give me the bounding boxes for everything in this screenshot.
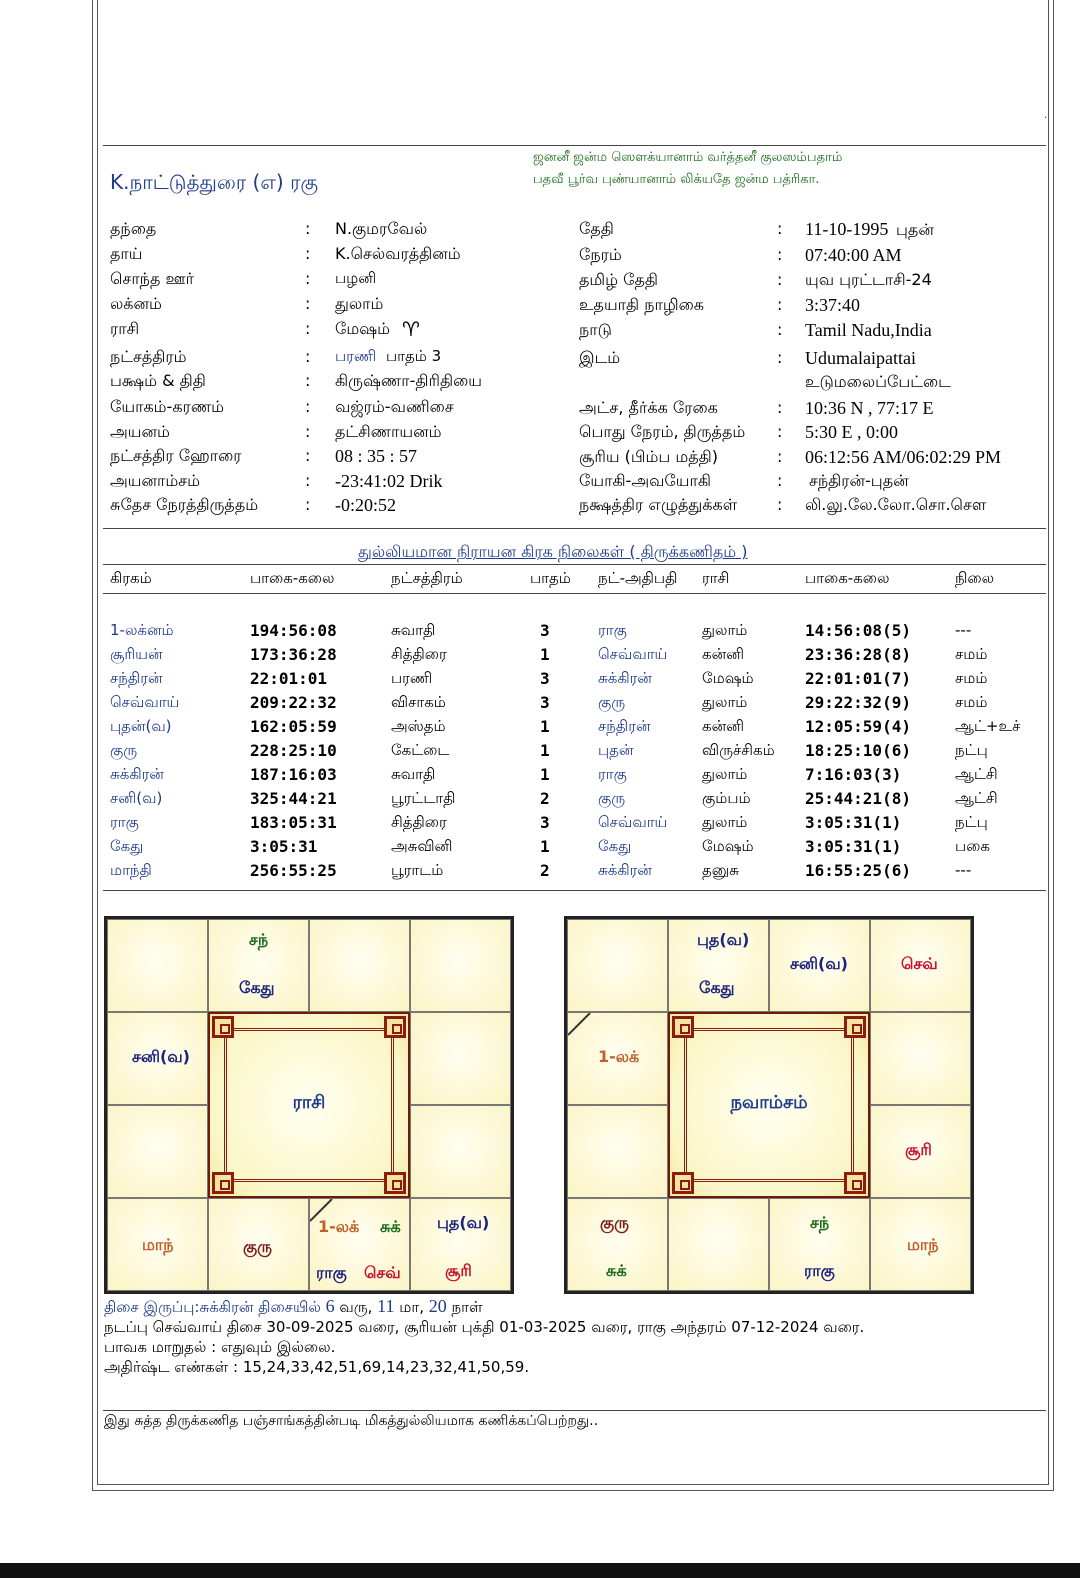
corner-ornament-icon [844, 1172, 866, 1194]
bhavaka-change: பாவக மாறுதல் : எதுவும் இல்லை. [104, 1338, 336, 1356]
detail-label: பொது நேரம், திருத்தம் [579, 422, 746, 441]
footer-rule [103, 1410, 1046, 1411]
corner-mark: . [1044, 110, 1048, 121]
planet-longitude: 173:36:28 [250, 645, 337, 664]
planet-nakshatra: அஸ்தம் [391, 717, 446, 735]
planet-label: ராகு [316, 1263, 347, 1282]
planet-pada: 1 [540, 765, 550, 784]
planet-star-lord: கேது [598, 837, 632, 855]
detail-value: Udumalaipattai [805, 348, 916, 368]
detail-label: லக்னம் [110, 294, 162, 313]
detail-colon: : [305, 269, 311, 288]
section-rule [103, 528, 1046, 529]
planet-name: 1-லக்னம் [110, 621, 174, 639]
planet-longitude: 228:25:10 [250, 741, 337, 760]
planet-rasi: துலாம் [702, 813, 748, 831]
detail-colon: : [777, 270, 783, 289]
detail-value: கிருஷ்ணா-திரிதியை [335, 371, 482, 390]
planet-rasi-degree: 16:55:25(6) [805, 861, 911, 880]
planet-nakshatra: சித்திரை [391, 813, 447, 831]
dasa-years-unit: வரு, [339, 1298, 373, 1316]
planet-status: சமம் [955, 693, 988, 711]
detail-label: சொந்த ஊர் [110, 269, 194, 288]
planet-rasi-degree: 14:56:08(5) [805, 621, 911, 640]
planet-pada: 2 [540, 861, 550, 880]
planet-star-lord: ராகு [598, 621, 627, 639]
planet-label: 1-லக் [318, 1217, 360, 1236]
planet-rasi: துலாம் [702, 765, 748, 783]
column-header: கிரகம் [110, 569, 152, 587]
planet-rasi-degree: 25:44:21(8) [805, 789, 911, 808]
rasi-house-libra [309, 1198, 410, 1291]
planet-pada: 1 [540, 645, 550, 664]
planet-rasi-degree: 22:01:01(7) [805, 669, 911, 688]
planet-label: கேது [699, 978, 735, 997]
corner-ornament-icon [672, 1016, 694, 1038]
corner-ornament-icon [384, 1172, 406, 1194]
detail-label: நட்சத்திரம் [110, 347, 187, 366]
navamsa-house-taurus [769, 919, 870, 1012]
navamsa-house-sagittarius [567, 1198, 668, 1291]
planet-longitude: 162:05:59 [250, 717, 337, 736]
detail-value: -0:20:52 [335, 495, 396, 515]
rasi-house-virgo [410, 1198, 511, 1291]
detail-label: இடம் [579, 348, 621, 367]
planet-rasi-degree: 23:36:28(8) [805, 645, 911, 664]
detail-label: தந்தை [110, 219, 157, 238]
planet-label: சனி(வ) [132, 1047, 190, 1066]
planet-rasi-degree: 7:16:03(3) [805, 765, 902, 784]
planet-nakshatra: அசுவினி [391, 837, 453, 855]
navamsa-house-gemini [870, 919, 971, 1012]
corner-ornament-icon [384, 1016, 406, 1038]
planet-label: சூரி [905, 1140, 932, 1159]
planet-nakshatra: பூராடம் [391, 861, 444, 879]
planet-label: செவ் [364, 1263, 401, 1282]
rasi-chart-center [208, 1012, 410, 1198]
planet-longitude: 3:05:31 [250, 837, 318, 856]
planet-nakshatra: சித்திரை [391, 645, 447, 663]
detail-colon: : [777, 245, 783, 264]
planet-rasi: கன்னி [702, 717, 745, 735]
rasi-house-sagittarius [107, 1198, 208, 1291]
detail-extra: பாதம் 3 [386, 347, 442, 365]
planet-rasi-degree: 3:05:31(1) [805, 837, 902, 856]
column-header: நட்-அதிபதி [598, 569, 678, 587]
detail-value-tamil: உடுமலைப்பேட்டை [805, 372, 951, 391]
planet-pada: 3 [540, 669, 550, 688]
person-name-title: K.நாட்டுத்துரை (எ) ரகு [110, 170, 319, 194]
planet-label: சந் [810, 1213, 830, 1232]
dasa-years: 6 [325, 1296, 335, 1316]
navamsa-house-libra [769, 1198, 870, 1291]
lucky-numbers [104, 1358, 529, 1378]
sloka-line-1: ஜனனீ ஜன்ம ஸௌக்யானாம் வர்த்தனீ குலஸம்பதாம் [533, 150, 843, 165]
dasa-months-unit: மா, [399, 1298, 424, 1316]
navamsa-house-leo [870, 1105, 971, 1198]
corner-ornament-icon [212, 1172, 234, 1194]
detail-value: யுவ புரட்டாசி-24 [805, 270, 932, 289]
column-header: பாதம் [530, 569, 571, 587]
rasi-chart-label: ராசி [292, 1092, 326, 1113]
detail-value: 08 : 35 : 57 [335, 446, 418, 466]
planet-label: மாந் [142, 1235, 174, 1254]
detail-colon: : [305, 319, 311, 338]
planet-nakshatra: பரணி [391, 669, 433, 687]
rasi-house-capricorn [107, 1105, 208, 1198]
detail-colon: : [305, 495, 311, 514]
navamsa-chart [564, 916, 974, 1294]
planet-status: சமம் [955, 669, 988, 687]
planet-longitude: 256:55:25 [250, 861, 337, 880]
rasi-house-pisces [107, 919, 208, 1012]
planet-longitude: 183:05:31 [250, 813, 337, 832]
detail-colon: : [777, 348, 783, 367]
detail-label: உதயாதி நாழிகை [579, 295, 704, 314]
planet-name: சனி(வ) [110, 789, 163, 807]
bottom-bar [0, 1563, 1080, 1578]
detail-label: சூரிய (பிம்ப மத்தி) [579, 447, 718, 466]
detail-value: வஜ்ரம்-வணிசை [335, 397, 454, 416]
planet-nakshatra: விசாகம் [391, 693, 446, 711]
planet-name: புதன்(வ) [110, 717, 172, 735]
detail-value: -23:41:02 Drik [335, 471, 443, 491]
detail-label: நாடு [579, 320, 612, 339]
footer-note: இது சுத்த திருக்கணித பஞ்சாங்கத்தின்படி மிகத்துல்லியமாக கணிக்கப்பெற்றது.. [104, 1413, 599, 1429]
planet-label: கேது [239, 978, 275, 997]
planet-rasi: கன்னி [702, 645, 745, 663]
detail-label: யோகம்-கரணம் [110, 397, 225, 416]
detail-value: லி.லு.லே.லோ.சொ.செள [805, 495, 987, 514]
detail-value: சந்திரன்-புதன் [809, 471, 909, 490]
planet-rasi-degree: 3:05:31(1) [805, 813, 902, 832]
planet-label: குரு [600, 1213, 629, 1232]
sloka-line-2: பதவீ பூர்வ புண்யானாம் லிக்யதே ஜன்ம பத்ரிகா. [533, 172, 820, 187]
detail-value: பரணி [335, 347, 377, 365]
detail-colon: : [777, 447, 783, 466]
navamsa-house-aquarius [567, 1012, 668, 1105]
planet-label: சந் [249, 930, 269, 949]
navamsa-house-virgo [870, 1198, 971, 1291]
planet-longitude: 325:44:21 [250, 789, 337, 808]
rasi-house-scorpio [208, 1198, 309, 1291]
detail-colon: : [777, 495, 783, 514]
planet-star-lord: ராகு [598, 765, 627, 783]
planet-label: சுக் [606, 1261, 627, 1280]
table-bottom-rule [103, 890, 1046, 891]
planet-name: சூரியன் [110, 645, 163, 663]
planet-pada: 1 [540, 837, 550, 856]
aries-symbol-icon: ♈ [402, 317, 420, 341]
planet-nakshatra: சுவாதி [391, 621, 436, 639]
planet-rasi: துலாம் [702, 693, 748, 711]
planet-label: புத(வ) [697, 930, 750, 949]
detail-colon: : [305, 244, 311, 263]
table-top-rule [103, 564, 1046, 565]
column-header: ராசி [702, 569, 730, 587]
planet-pada: 3 [540, 621, 550, 640]
detail-label: அட்ச, தீர்க்க ரேகை [579, 398, 718, 417]
rasi-house-aries [208, 919, 309, 1012]
planet-star-lord: செவ்வாய் [598, 813, 668, 831]
planet-star-lord: குரு [598, 789, 626, 807]
dasa-months: 11 [377, 1296, 395, 1316]
planet-label: 1-லக் [598, 1047, 640, 1066]
detail-colon: : [305, 422, 311, 441]
navamsa-chart-center [668, 1012, 870, 1198]
navamsa-house-scorpio [668, 1198, 769, 1291]
detail-value: துலாம் [335, 294, 384, 313]
lucky-numbers-label: அதிர்ஷ்ட எண்கள் : [104, 1358, 239, 1376]
detail-value: 06:12:56 AM/06:02:29 PM [805, 447, 1002, 467]
detail-colon: : [305, 294, 311, 313]
detail-label: அயனம் [110, 422, 170, 441]
planet-status: ஆட்சி [955, 765, 998, 783]
planet-name: சுக்கிரன் [110, 765, 164, 783]
detail-colon: : [305, 397, 311, 416]
lucky-numbers-end: . [524, 1358, 530, 1376]
rasi-house-gemini [410, 919, 511, 1012]
header-top-rule [103, 145, 1046, 146]
dasa-days-unit: நாள் [451, 1298, 483, 1316]
detail-colon: : [777, 398, 783, 417]
planet-status: --- [955, 861, 972, 879]
rasi-house-taurus [309, 919, 410, 1012]
detail-value: N.குமரவேல் [335, 219, 428, 238]
planet-status: ஆட்சி [955, 789, 998, 807]
planet-rasi-degree: 29:22:32(9) [805, 693, 911, 712]
detail-colon: : [305, 347, 311, 366]
planet-label: புத(வ) [437, 1213, 490, 1232]
detail-value: 3:37:40 [805, 295, 861, 315]
dasa-prefix: திசை இருப்பு:சுக்கிரன் திசையில் [104, 1298, 321, 1316]
planet-star-lord: புதன் [598, 741, 634, 759]
detail-colon: : [777, 471, 783, 490]
planet-pada: 1 [540, 717, 550, 736]
detail-label: பக்ஷம் & திதி [110, 371, 206, 390]
detail-value: 11-10-1995 [805, 219, 889, 239]
detail-value: தட்சிணாயனம் [335, 422, 442, 441]
navamsa-house-pisces [567, 919, 668, 1012]
detail-colon: : [305, 371, 311, 390]
detail-value: K.செல்வரத்தினம் [335, 244, 461, 263]
planet-name: மாந்தி [110, 861, 152, 879]
navamsa-chart-label: நவாம்சம் [730, 1092, 808, 1113]
planet-rasi-degree: 18:25:10(6) [805, 741, 911, 760]
detail-value: 5:30 E , 0:00 [805, 422, 898, 442]
planet-name: சந்திரன் [110, 669, 163, 687]
planet-status: பகை [955, 837, 990, 855]
planet-label: செவ் [901, 954, 938, 973]
corner-ornament-icon [672, 1172, 694, 1194]
planet-status: ஆட்+உச் [955, 717, 1021, 735]
planet-label: சுக் [380, 1217, 401, 1236]
detail-label: நக்ஷத்திர எழுத்துக்கள் [579, 495, 738, 514]
column-header: நிலை [955, 569, 995, 587]
planet-nakshatra: பூரட்டாதி [391, 789, 456, 807]
planet-status: நட்பு [955, 741, 988, 759]
planet-name: குரு [110, 741, 138, 759]
planet-label: சனி(வ) [790, 954, 848, 973]
current-period: நடப்பு செவ்வாய் திசை 30-09-2025 வரை, சூரியன் புக்தி 01-03-2025 வரை, ராகு அந்தரம் 07-12-2024 வரை. [104, 1318, 865, 1336]
planet-label: குரு [243, 1237, 272, 1256]
detail-colon: : [777, 320, 783, 339]
planet-star-lord: சந்திரன் [598, 717, 651, 735]
detail-label: அயனாம்சம் [110, 471, 200, 490]
detail-colon: : [777, 422, 783, 441]
planet-rasi: கும்பம் [702, 789, 751, 807]
lagna-marker-icon [568, 1013, 592, 1037]
planet-pada: 3 [540, 813, 550, 832]
detail-colon: : [777, 219, 783, 238]
planet-rasi: மேஷம் [702, 837, 754, 855]
planet-longitude: 209:22:32 [250, 693, 337, 712]
planet-star-lord: சுக்கிரன் [598, 861, 652, 879]
column-header: பாகை-கலை [805, 569, 890, 587]
planet-pada: 2 [540, 789, 550, 808]
detail-label: நட்சத்திர ஹோரை [110, 446, 242, 465]
planet-name: செவ்வாய் [110, 693, 180, 711]
planet-nakshatra: சுவாதி [391, 765, 436, 783]
column-header: நட்சத்திரம் [391, 569, 463, 587]
corner-ornament-icon [212, 1016, 234, 1038]
rasi-chart [104, 916, 514, 1294]
detail-label: தாய் [110, 244, 143, 263]
planet-rasi: துலாம் [702, 621, 748, 639]
planet-longitude: 187:16:03 [250, 765, 337, 784]
rasi-house-aquarius [107, 1012, 208, 1105]
planet-rasi: விருச்சிகம் [702, 741, 775, 759]
planet-longitude: 194:56:08 [250, 621, 337, 640]
planet-longitude: 22:01:01 [250, 669, 328, 688]
planet-section-title: துல்லியமான நிராயன கிரக நிலைகள் ( திருக்கணிதம் ) [358, 542, 748, 561]
detail-label: தமிழ் தேதி [579, 270, 659, 289]
detail-label: ராசி [110, 319, 140, 338]
planet-star-lord: குரு [598, 693, 626, 711]
detail-value: பழனி [335, 269, 377, 287]
planet-star-lord: சுக்கிரன் [598, 669, 652, 687]
navamsa-house-aries [668, 919, 769, 1012]
planet-label: மாந் [907, 1235, 939, 1254]
detail-label: சுதேச நேரத்திருத்தம் [110, 495, 259, 514]
planet-label: ராகு [804, 1261, 835, 1280]
detail-label: தேதி [579, 219, 614, 238]
planet-rasi: தனுசு [702, 861, 739, 879]
rasi-house-leo [410, 1105, 511, 1198]
navamsa-house-cancer [870, 1012, 971, 1105]
table-header-rule [103, 593, 1046, 594]
planet-pada: 1 [540, 741, 550, 760]
detail-colon: : [305, 446, 311, 465]
detail-label: நேரம் [579, 245, 622, 264]
detail-colon: : [305, 219, 311, 238]
planet-label: சூரி [445, 1261, 472, 1280]
navamsa-house-capricorn [567, 1105, 668, 1198]
detail-label: யோகி-அவயோகி [579, 471, 711, 490]
planet-star-lord: செவ்வாய் [598, 645, 668, 663]
planet-name: ராகு [110, 813, 139, 831]
detail-colon: : [305, 471, 311, 490]
detail-value: Tamil Nadu,India [805, 320, 932, 340]
planet-rasi-degree: 12:05:59(4) [805, 717, 911, 736]
detail-colon: : [777, 295, 783, 314]
lucky-numbers-value: 15,24,33,42,51,69,14,23,32,41,50,59 [242, 1358, 525, 1376]
planet-status: சமம் [955, 645, 988, 663]
rasi-house-cancer [410, 1012, 511, 1105]
dasa-balance [104, 1296, 483, 1318]
dasa-days: 20 [428, 1296, 447, 1316]
detail-value: 07:40:00 AM [805, 245, 902, 265]
planet-pada: 3 [540, 693, 550, 712]
planet-status: நட்பு [955, 813, 988, 831]
detail-value: 10:36 N , 77:17 E [805, 398, 934, 418]
planet-rasi: மேஷம் [702, 669, 754, 687]
planet-nakshatra: கேட்டை [391, 741, 450, 759]
detail-extra: புதன் [896, 220, 934, 239]
planet-name: கேது [110, 837, 144, 855]
column-header: பாகை-கலை [250, 569, 335, 587]
corner-ornament-icon [844, 1016, 866, 1038]
planet-status: --- [955, 621, 972, 639]
detail-value: மேஷம் [335, 319, 391, 338]
